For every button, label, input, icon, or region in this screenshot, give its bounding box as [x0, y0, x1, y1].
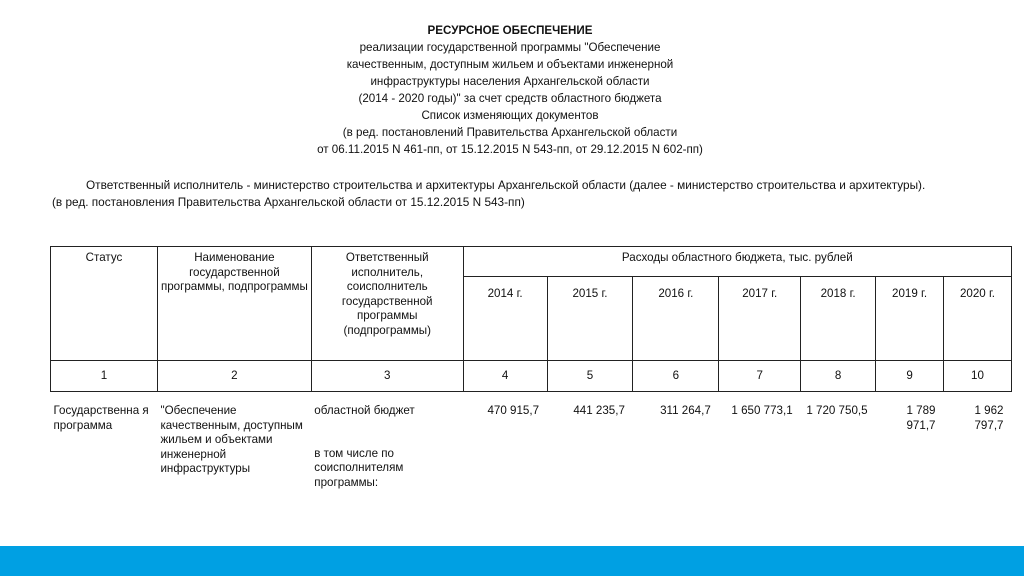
responsible-executor-paragraph: Ответственный исполнитель - министерство строительства и архитектуры Архангельской области (далее - министерство строительства и архитектуры). — [86, 178, 926, 192]
table-row — [51, 392, 1012, 518]
document-heading — [250, 22, 770, 158]
heading-line: Список изменяющих документов — [421, 109, 599, 122]
header-status: Статус — [51, 247, 158, 361]
column-number: 10 — [944, 361, 1012, 392]
header-responsible: Ответственный исполнитель, соисполнитель государственной программы (подпрограммы) — [311, 247, 463, 361]
row-value-2016: 311 264,7 — [660, 404, 711, 417]
column-number: 9 — [876, 361, 944, 392]
header-year: 2019 г. — [876, 277, 944, 361]
revision-note: (в ред. постановления Правительства Архангельской области от 15.12.2015 N 543-пп) — [52, 194, 525, 209]
column-number: 8 — [801, 361, 876, 392]
heading-line: качественным, доступным жильем и объектами инженерной — [346, 58, 674, 71]
header-year: 2016 г. — [633, 277, 719, 361]
row-value-2014: 470 915,7 — [487, 404, 540, 417]
resource-table — [50, 246, 1012, 517]
column-number: 1 — [51, 361, 158, 392]
row-funding-source — [311, 392, 463, 518]
column-number: 6 — [633, 361, 719, 392]
header-expenses: Расходы областного бюджета, тыс. рублей — [463, 247, 1011, 277]
row-value-2019: 1 789 971,7 — [906, 404, 936, 432]
column-number: 3 — [311, 361, 463, 392]
bottom-accent-bar — [0, 546, 1024, 576]
funding-source-sub: в том числе по соисполнителям программы: — [314, 446, 404, 489]
row-program-name: "Обеспечение качественным, доступным жильем и объектами инженерной инфраструктуры — [160, 404, 303, 475]
heading-line: от 06.11.2015 N 461-пп, от 15.12.2015 N 543-пп, от 29.12.2015 N 602-пп) — [317, 143, 703, 156]
column-number: 2 — [157, 361, 311, 392]
header-program-name: Наименование государственной программы, подпрограммы — [157, 247, 311, 361]
funding-source-main: областной бюджет — [314, 404, 415, 417]
header-year: 2018 г. — [801, 277, 876, 361]
row-value-2015: 441 235,7 — [573, 404, 625, 417]
row-status: Государственна я программа — [53, 404, 149, 432]
heading-line: реализации государственной программы "Обеспечение — [359, 41, 661, 54]
column-number: 7 — [719, 361, 801, 392]
header-year: 2017 г. — [719, 277, 801, 361]
heading-line: инфраструктуры населения Архангельской области — [370, 75, 650, 88]
header-year: 2015 г. — [547, 277, 633, 361]
row-value-2017: 1 650 773,1 — [731, 404, 793, 417]
document-title: РЕСУРСНОЕ ОБЕСПЕЧЕНИЕ — [427, 24, 593, 37]
header-year: 2020 г. — [944, 277, 1012, 361]
header-year: 2014 г. — [463, 277, 547, 361]
document-body — [52, 177, 974, 210]
row-value-2018: 1 720 750,5 — [806, 404, 868, 417]
heading-line: (2014 - 2020 годы)" за счет средств областного бюджета — [358, 92, 662, 105]
column-number: 5 — [547, 361, 633, 392]
column-number: 4 — [463, 361, 547, 392]
row-value-2020: 1 962 797,7 — [974, 404, 1004, 432]
heading-line: (в ред. постановлений Правительства Архангельской области — [342, 126, 678, 139]
